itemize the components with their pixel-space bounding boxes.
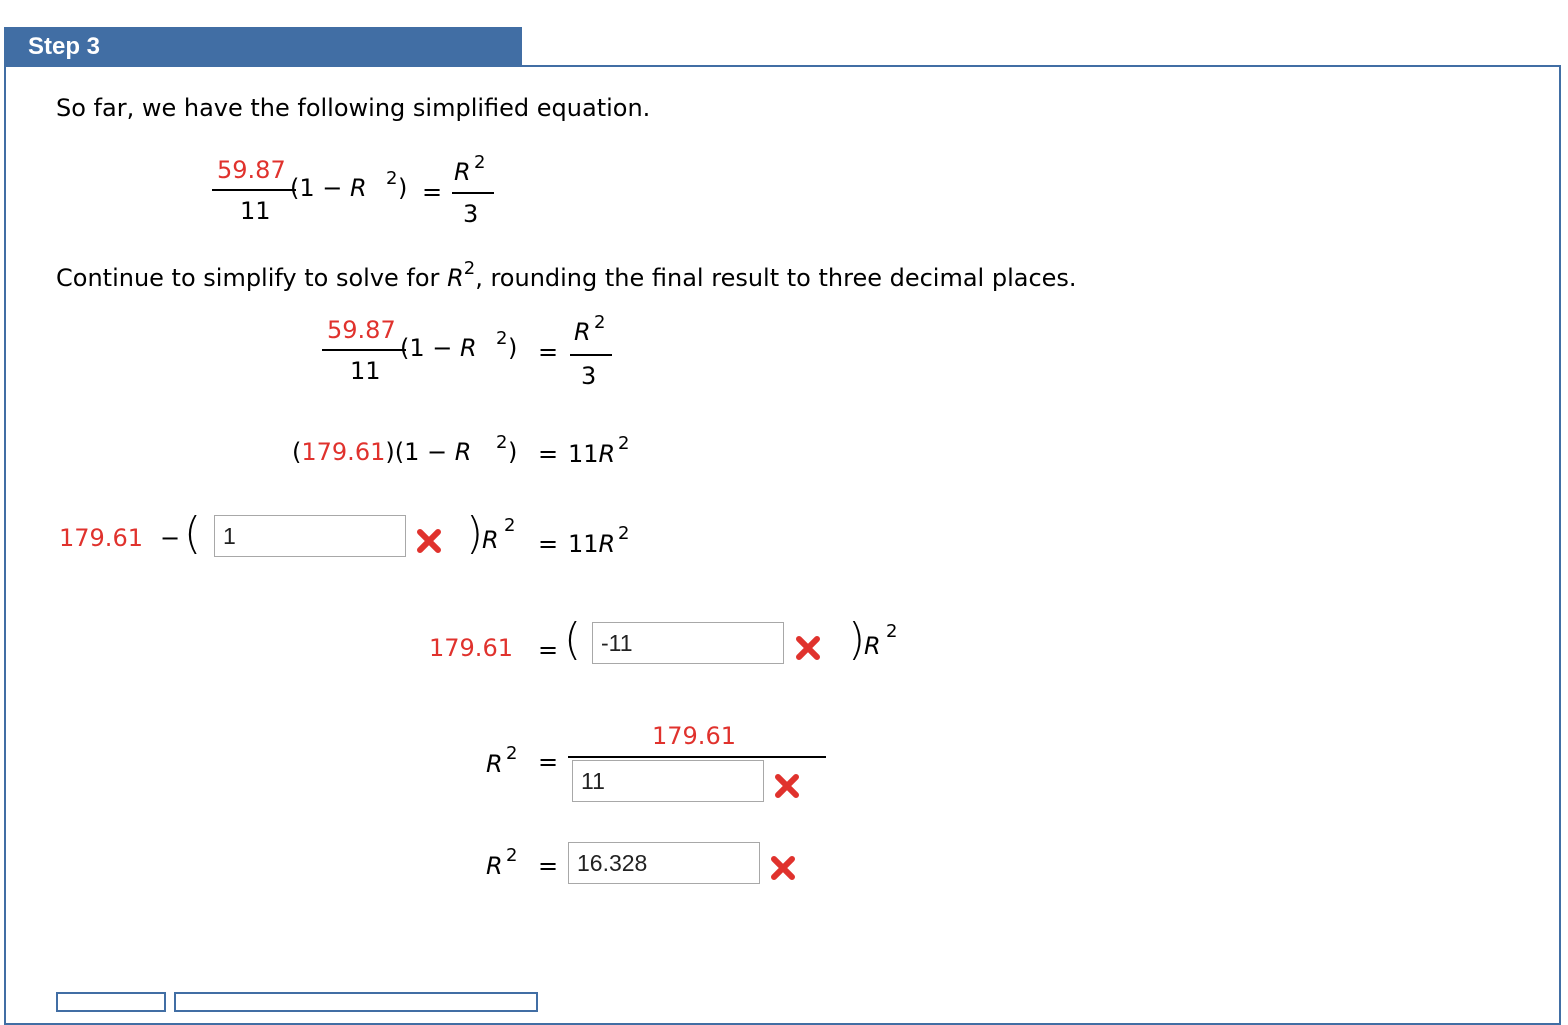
denominator-input[interactable]: [572, 760, 764, 802]
eq4-var: R: [482, 526, 499, 554]
eq6-numerator: 179.61: [652, 722, 736, 750]
eq2-equals: =: [538, 338, 559, 366]
eq4-open-paren: (: [184, 508, 202, 559]
combined-coefficient-input[interactable]: [592, 622, 784, 664]
coefficient-input[interactable]: [214, 515, 406, 557]
eq1-rhs-denom: 3: [463, 200, 479, 228]
step-header: [4, 27, 522, 66]
eq1-fraction-bar: [212, 189, 296, 191]
eq2-denominator: 11: [350, 357, 381, 385]
eq5-constant: 179.61: [429, 634, 513, 662]
eq1-numerator: 59.87: [217, 156, 286, 184]
eq2-exp: 2: [496, 328, 508, 349]
eq2-fraction-bar: [322, 349, 406, 351]
eq4-rhs-exp: 2: [618, 523, 630, 544]
eq4-close-paren: ): [466, 508, 484, 559]
eq3-equals: =: [538, 440, 559, 468]
eq1-rhs-exp: 2: [474, 152, 486, 173]
eq3-rhs: 11R: [568, 440, 616, 468]
incorrect-x-icon: [774, 773, 800, 799]
eq1-exp: 2: [386, 168, 398, 189]
eq4-exp: 2: [504, 515, 516, 536]
incorrect-x-icon: [795, 635, 821, 661]
eq3-rhs-exp: 2: [618, 433, 630, 454]
eq2-numerator: 59.87: [327, 316, 396, 344]
eq1-rhs-bar: [452, 192, 494, 194]
eq6-exp: 2: [506, 743, 518, 764]
eq6-var: R: [486, 750, 503, 778]
submit-button[interactable]: [56, 992, 166, 1012]
eq2-rhs-denom: 3: [581, 362, 597, 390]
eq1-close: ): [398, 174, 408, 202]
eq4-rhs: 11R: [568, 530, 616, 558]
eq2-close: ): [508, 334, 518, 362]
eq3-lhs: (179.61)(1 − R: [292, 438, 472, 466]
eq5-var: R: [864, 632, 881, 660]
exit-button[interactable]: [174, 992, 538, 1012]
eq5-equals: =: [538, 636, 559, 664]
eq7-exp: 2: [506, 845, 518, 866]
eq5-exp: 2: [886, 621, 898, 642]
intro-text: So far, we have the following simplified equation.: [56, 94, 651, 122]
eq3-close: ): [508, 438, 518, 466]
eq1-factor: (1 − R: [290, 174, 367, 202]
eq4-equals: =: [538, 530, 559, 558]
eq4-constant: 179.61: [59, 524, 143, 552]
eq1-equals: =: [422, 178, 443, 206]
eq4-minus: −: [160, 524, 181, 552]
instruction-text: Continue to simplify to solve for $R^2$, rounding the final result to three decimal places.: [56, 258, 1077, 292]
eq5-open-paren: (: [564, 614, 582, 665]
eq7-var: R: [486, 852, 503, 880]
incorrect-x-icon: [416, 528, 442, 554]
eq2-rhs-numer: R: [574, 318, 591, 346]
eq3-exp: 2: [496, 432, 508, 453]
step-label: Step 3: [28, 33, 101, 60]
eq2-rhs-exp: 2: [594, 312, 606, 333]
eq6-fraction-bar: [568, 756, 826, 758]
eq6-equals: =: [538, 748, 559, 776]
eq1-rhs-numer: R: [454, 158, 471, 186]
incorrect-x-icon: [770, 855, 796, 881]
eq1-denominator: 11: [240, 197, 271, 225]
eq2-factor: (1 − R: [400, 334, 477, 362]
eq5-close-paren: ): [848, 614, 866, 665]
eq7-equals: =: [538, 852, 559, 880]
result-input[interactable]: [568, 842, 760, 884]
eq2-rhs-bar: [570, 354, 612, 356]
